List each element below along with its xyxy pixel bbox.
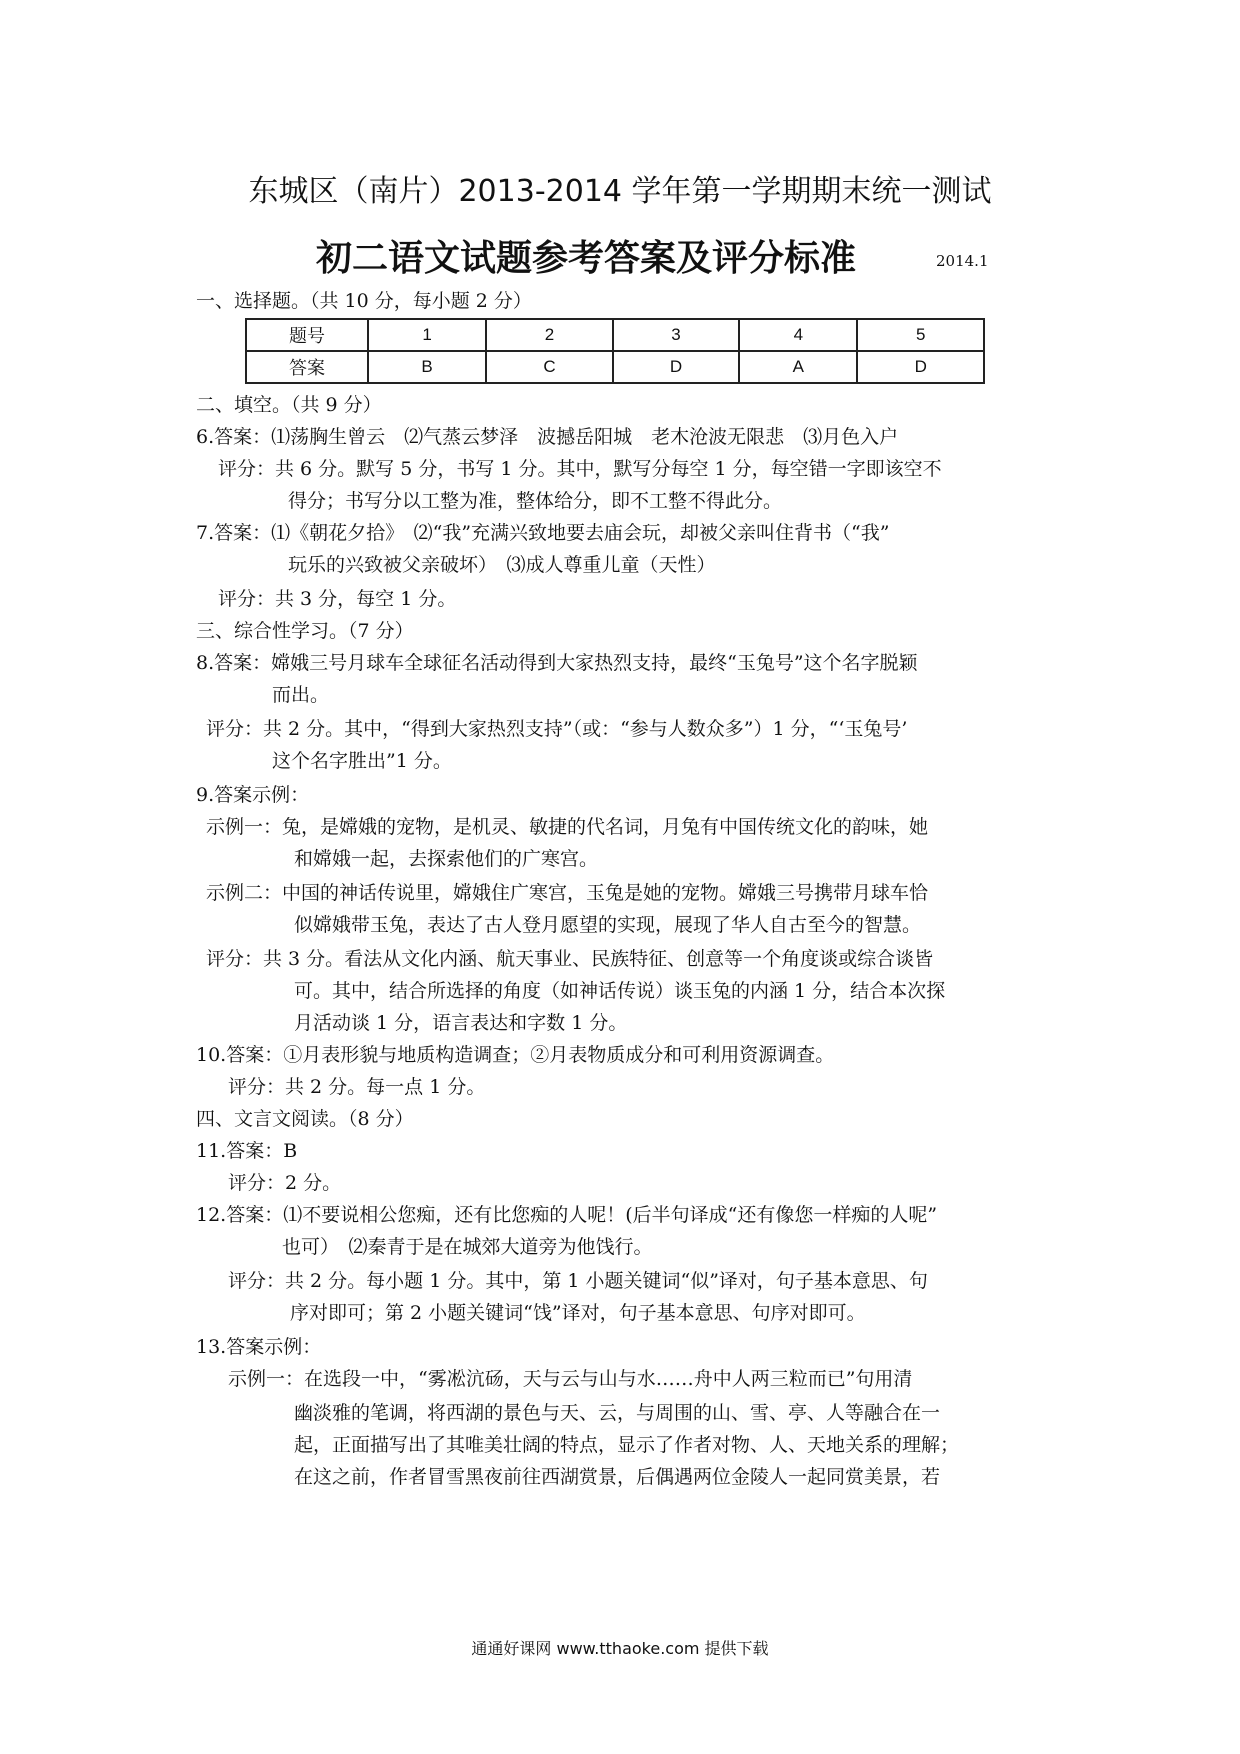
answer-line: 也可） ⑵秦青于是在城郊大道旁为他饯行。 xyxy=(282,1236,653,1258)
answer-cell: A xyxy=(739,351,857,383)
answer-line: 12.答案：⑴不要说相公您痴，还有比您痴的人呢！(后半句译成“还有像您一样痴的人呢” xyxy=(196,1204,938,1226)
example-line: 在这之前，作者冒雪黑夜前往西湖赏景，后偶遇两位金陵人一起同赏美景，若 xyxy=(294,1466,941,1488)
section-heading-classical: 四、文言文阅读。（8 分） xyxy=(196,1108,414,1130)
example-line: 示例一：兔，是嫦娥的宠物，是机灵、敏捷的代名词，月兔有中国传统文化的韵味，她 xyxy=(206,816,929,838)
document-title: 初二语文试题参考答案及评分标准 xyxy=(316,238,857,279)
answer-line: 10.答案：①月表形貌与地质构造调查；②月表物质成分和可利用资源调查。 xyxy=(196,1044,835,1066)
scoring-line: 评分：共 6 分。默写 5 分，书写 1 分。其中，默写分每空 1 分，每空错一字即该空不 xyxy=(218,458,942,480)
scoring-line: 评分：共 2 分。每小题 1 分。其中，第 1 小题关键词“似”译对，句子基本意思、句 xyxy=(228,1270,928,1292)
example-line: 幽淡雅的笔调，将西湖的景色与天、云，与周围的山、雪、亭、人等融合在一 xyxy=(294,1402,941,1424)
example-line: 示例二：中国的神话传说里，嫦娥住广寒宫，玉兔是她的宠物。嫦娥三号携带月球车恰 xyxy=(206,882,929,904)
answer-cell: C xyxy=(486,351,613,383)
answer-cell: D xyxy=(857,351,984,383)
scoring-line: 评分：2 分。 xyxy=(228,1172,342,1194)
question-number-cell: 5 xyxy=(857,319,984,351)
answer-line: 7.答案：⑴《朝花夕拾》 ⑵“我”充满兴致地要去庙会玩，却被父亲叫住背书（“我” xyxy=(196,522,890,544)
answer-line: 而出。 xyxy=(272,684,330,706)
scoring-line: 评分：共 3 分，每空 1 分。 xyxy=(218,588,457,610)
exam-title: 东城区（南片）2013-2014 学年第一学期期末统一测试 xyxy=(248,174,992,209)
answer-cell: D xyxy=(613,351,740,383)
question-number-cell: 1 xyxy=(368,319,486,351)
scoring-line: 月活动谈 1 分，语言表达和字数 1 分。 xyxy=(294,1012,628,1034)
download-footer: 通通好课网 www.tthaoke.com 提供下载 xyxy=(471,1639,769,1658)
table-header-cell: 题号 xyxy=(246,319,368,351)
table-header-cell: 答案 xyxy=(246,351,368,383)
scoring-line: 这个名字胜出”1 分。 xyxy=(272,750,452,772)
question-number-cell: 2 xyxy=(486,319,613,351)
answer-line: 8.答案：嫦娥三号月球车全球征名活动得到大家热烈支持，最终“玉兔号”这个名字脱颖 xyxy=(196,652,918,674)
example-line: 和嫦娥一起，去探索他们的广寒宫。 xyxy=(294,848,599,870)
question-number-cell: 3 xyxy=(613,319,740,351)
example-line: 起，正面描写出了其唯美壮阔的特点，显示了作者对物、人、天地关系的理解； xyxy=(294,1434,960,1456)
section-heading-fill: 二、填空。（共 9 分） xyxy=(196,394,382,416)
table-row xyxy=(246,351,984,383)
scoring-line: 评分：共 2 分。每一点 1 分。 xyxy=(228,1076,486,1098)
answer-line: 6.答案：⑴荡胸生曾云 ⑵气蒸云梦泽 波撼岳阳城 老木沧波无限悲 ⑶月色入户 xyxy=(196,426,899,448)
scoring-line: 评分：共 3 分。看法从文化内涵、航天事业、民族特征、创意等一个角度谈或综合谈皆 xyxy=(206,948,934,970)
answer-line: 玩乐的兴致被父亲破坏） ⑶成人尊重儿童（天性） xyxy=(288,554,716,576)
section-heading-comprehensive: 三、综合性学习。（7 分） xyxy=(196,620,414,642)
example-line: 示例一：在选段一中，“雾凇沆砀，天与云与山与水……舟中人两三粒而已”句用清 xyxy=(228,1368,913,1390)
answer-line: 9.答案示例： xyxy=(196,784,310,806)
answer-table xyxy=(245,318,985,384)
table-row xyxy=(246,319,984,351)
scoring-line: 得分；书写分以工整为准，整体给分，即不工整不得此分。 xyxy=(288,490,783,512)
document-date: 2014.1 xyxy=(936,252,989,270)
scoring-line: 可。其中，结合所选择的角度（如神话传说）谈玉兔的内涵 1 分，结合本次探 xyxy=(294,980,946,1002)
question-number-cell: 4 xyxy=(739,319,857,351)
scoring-line: 评分：共 2 分。其中，“得到大家热烈支持”（或：“参与人数众多”）1 分，“‘玉兔号’ xyxy=(206,718,908,740)
answer-line: 11.答案：B xyxy=(196,1140,298,1162)
section-heading-choice: 一、选择题。（共 10 分，每小题 2 分） xyxy=(196,290,532,312)
example-line: 似嫦娥带玉兔，表达了古人登月愿望的实现，展现了华人自古至今的智慧。 xyxy=(294,914,922,936)
scoring-line: 序对即可；第 2 小题关键词“饯”译对，句子基本意思、句序对即可。 xyxy=(290,1302,866,1324)
answer-line: 13.答案示例： xyxy=(196,1336,322,1358)
answer-cell: B xyxy=(368,351,486,383)
